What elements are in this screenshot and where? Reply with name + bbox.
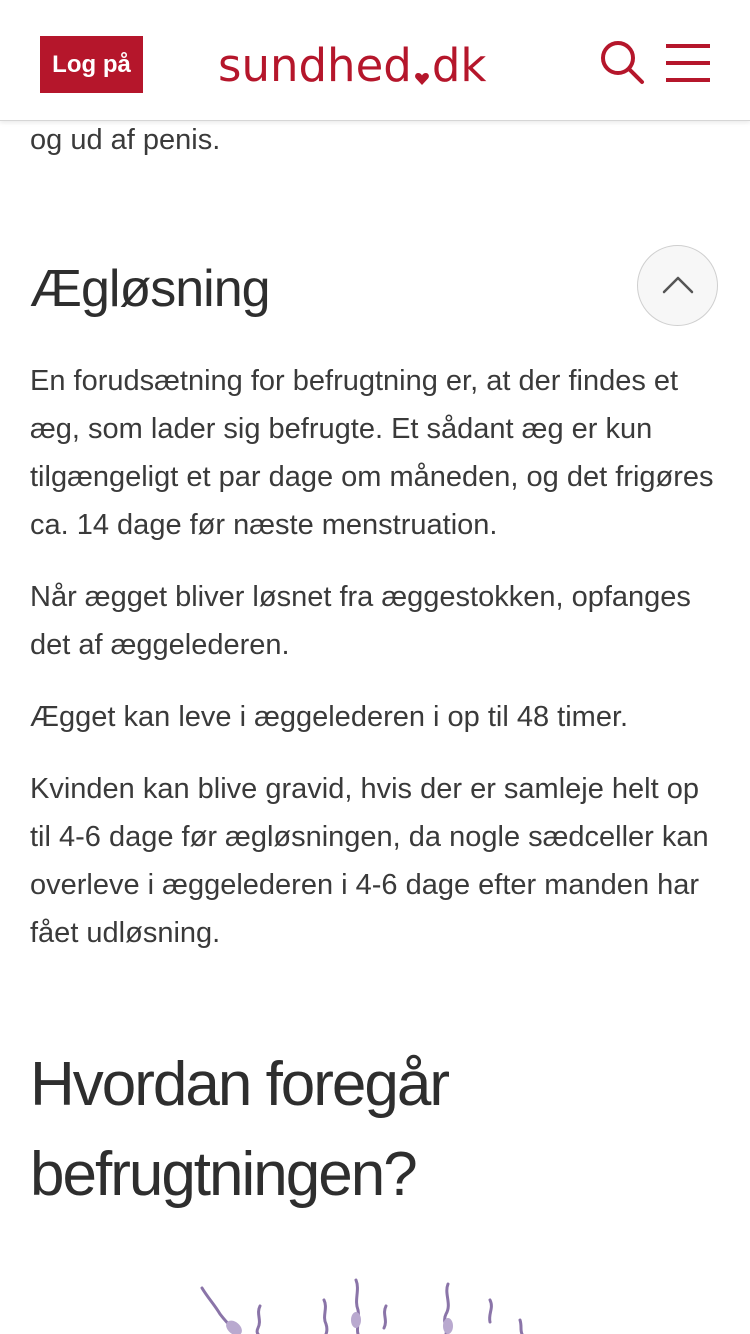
logo-text-left: sundhed bbox=[218, 38, 412, 92]
chevron-up-icon bbox=[662, 272, 694, 300]
login-button[interactable]: Log på bbox=[40, 36, 143, 93]
search-icon[interactable] bbox=[598, 38, 646, 86]
heart-icon bbox=[414, 71, 430, 87]
paragraph: Ægget kan leve i æggelederen i op til 48 timer. bbox=[30, 701, 629, 733]
paragraph: En forudsætning for befrugtning er, at der findes et æg, som lader sig befrugte. Et sådant æg er kun tilgængeligt et par dage om måneden, og det frigøres ca. 14 dage før næste menstruation. bbox=[30, 365, 714, 541]
collapse-section-button[interactable] bbox=[637, 245, 718, 326]
site-header bbox=[0, 0, 750, 121]
next-section-title: Hvordan foregår befrugtningen? bbox=[30, 1050, 449, 1209]
site-logo[interactable] bbox=[218, 32, 486, 98]
paragraph: Kvinden kan blive gravid, hvis der er samleje helt op til 4-6 dage før ægløsningen, da nogle sædceller kan overleve i æggelederen i 4-6 dage efter manden har fået udløsning. bbox=[30, 773, 709, 949]
logo-text-right: dk bbox=[431, 38, 487, 92]
sperm-cells-illustration bbox=[190, 1270, 530, 1334]
intro-fragment: og ud af penis. bbox=[30, 124, 221, 156]
hamburger-menu-icon[interactable] bbox=[664, 42, 712, 84]
section-title: Ægløsning bbox=[30, 260, 270, 318]
paragraph: Når ægget bliver løsnet fra æggestokken, opfanges det af æggelederen. bbox=[30, 581, 691, 661]
